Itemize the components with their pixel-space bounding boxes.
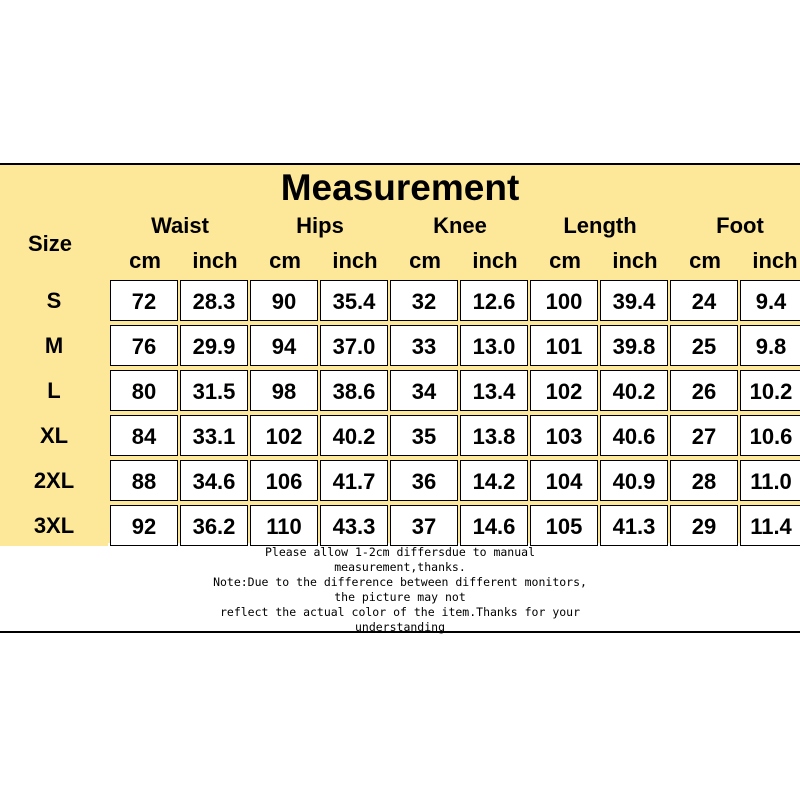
size-label: 2XL [0, 460, 108, 501]
table-cell: 32 [390, 280, 458, 321]
unit-header-cm: cm [689, 248, 721, 273]
unit-header-cm: cm [549, 248, 581, 273]
table-cell: 98 [250, 370, 318, 411]
size-label: M [0, 325, 108, 366]
note-line: Note:Due to the difference between different monitors, [213, 575, 587, 589]
table-cell: 37 [390, 505, 458, 546]
size-label: S [0, 280, 108, 321]
table-row [0, 280, 800, 321]
table-cell: 101 [530, 325, 598, 366]
table-row [0, 505, 800, 546]
disclaimer-note [0, 545, 800, 635]
table-cell: 25 [670, 325, 738, 366]
table-cell: 31.5 [180, 370, 248, 411]
table-cell: 14.6 [460, 505, 528, 546]
table-cell: 103 [530, 415, 598, 456]
table-cell: 41.7 [320, 460, 388, 501]
table-cell: 35 [390, 415, 458, 456]
table-cell: 34 [390, 370, 458, 411]
table-cell: 35.4 [320, 280, 388, 321]
table-cell: 106 [250, 460, 318, 501]
group-header-hips: Hips [296, 213, 344, 238]
table-cell: 28.3 [180, 280, 248, 321]
table-cell: 102 [530, 370, 598, 411]
table-cell: 40.2 [320, 415, 388, 456]
table-cell: 12.6 [460, 280, 528, 321]
table-cell: 33 [390, 325, 458, 366]
table-cell: 10.2 [740, 370, 800, 411]
table-cell: 36.2 [180, 505, 248, 546]
unit-header-cm: cm [269, 248, 301, 273]
group-header-knee: Knee [433, 213, 487, 238]
size-label: 3XL [0, 505, 108, 546]
size-label: L [0, 370, 108, 411]
table-cell: 40.6 [600, 415, 668, 456]
table-cell: 41.3 [600, 505, 668, 546]
table-cell: 40.2 [600, 370, 668, 411]
table-cell: 26 [670, 370, 738, 411]
size-chart [0, 163, 800, 635]
table-cell: 28 [670, 460, 738, 501]
table-row [0, 325, 800, 366]
table-cell: 40.9 [600, 460, 668, 501]
group-header-length: Length [563, 213, 637, 238]
note-line: measurement,thanks. [334, 560, 466, 574]
group-header-foot: Foot [716, 213, 764, 238]
table-cell: 9.4 [740, 280, 800, 321]
table-cell: 11.0 [740, 460, 800, 501]
table-cell: 13.0 [460, 325, 528, 366]
table-row [0, 460, 800, 501]
table-cell: 110 [250, 505, 318, 546]
table-cell: 36 [390, 460, 458, 501]
table-cell: 90 [250, 280, 318, 321]
table-cell: 94 [250, 325, 318, 366]
unit-header-cm: cm [129, 248, 161, 273]
table-cell: 9.8 [740, 325, 800, 366]
note-line: understanding [354, 620, 445, 634]
unit-header-inch: inch [752, 248, 798, 273]
note-line: Please allow 1-2cm differsdue to manual [264, 545, 536, 559]
table-cell: 27 [670, 415, 738, 456]
table-cell: 84 [110, 415, 178, 456]
table-cell: 11.4 [740, 505, 800, 546]
note-line: the picture may not [334, 590, 466, 604]
table-row [0, 370, 800, 411]
table-cell: 24 [670, 280, 738, 321]
table-cell: 76 [110, 325, 178, 366]
unit-header-inch: inch [612, 248, 658, 273]
table-cell: 10.6 [740, 415, 800, 456]
table-cell: 105 [530, 505, 598, 546]
unit-header-cm: cm [409, 248, 441, 273]
size-column-header: Size [27, 231, 73, 256]
unit-header-inch: inch [332, 248, 378, 273]
table-cell: 38.6 [320, 370, 388, 411]
table-cell: 13.4 [460, 370, 528, 411]
table-cell: 14.2 [460, 460, 528, 501]
table-cell: 34.6 [180, 460, 248, 501]
table-cell: 29.9 [180, 325, 248, 366]
unit-header-inch: inch [472, 248, 518, 273]
chart-title: Measurement [280, 167, 520, 208]
note-line: reflect the actual color of the item.Thanks for your [219, 605, 581, 619]
table-cell: 43.3 [320, 505, 388, 546]
table-row [0, 415, 800, 456]
table-cell: 88 [110, 460, 178, 501]
table-cell: 72 [110, 280, 178, 321]
table-cell: 80 [110, 370, 178, 411]
table-cell: 39.4 [600, 280, 668, 321]
table-cell: 104 [530, 460, 598, 501]
table-cell: 39.8 [600, 325, 668, 366]
table-cell: 37.0 [320, 325, 388, 366]
size-label: XL [0, 415, 108, 456]
table-cell: 13.8 [460, 415, 528, 456]
table-cell: 102 [250, 415, 318, 456]
table-cell: 29 [670, 505, 738, 546]
table-cell: 33.1 [180, 415, 248, 456]
table-cell: 92 [110, 505, 178, 546]
table-cell: 100 [530, 280, 598, 321]
group-header-waist: Waist [151, 213, 209, 238]
unit-header-inch: inch [192, 248, 238, 273]
